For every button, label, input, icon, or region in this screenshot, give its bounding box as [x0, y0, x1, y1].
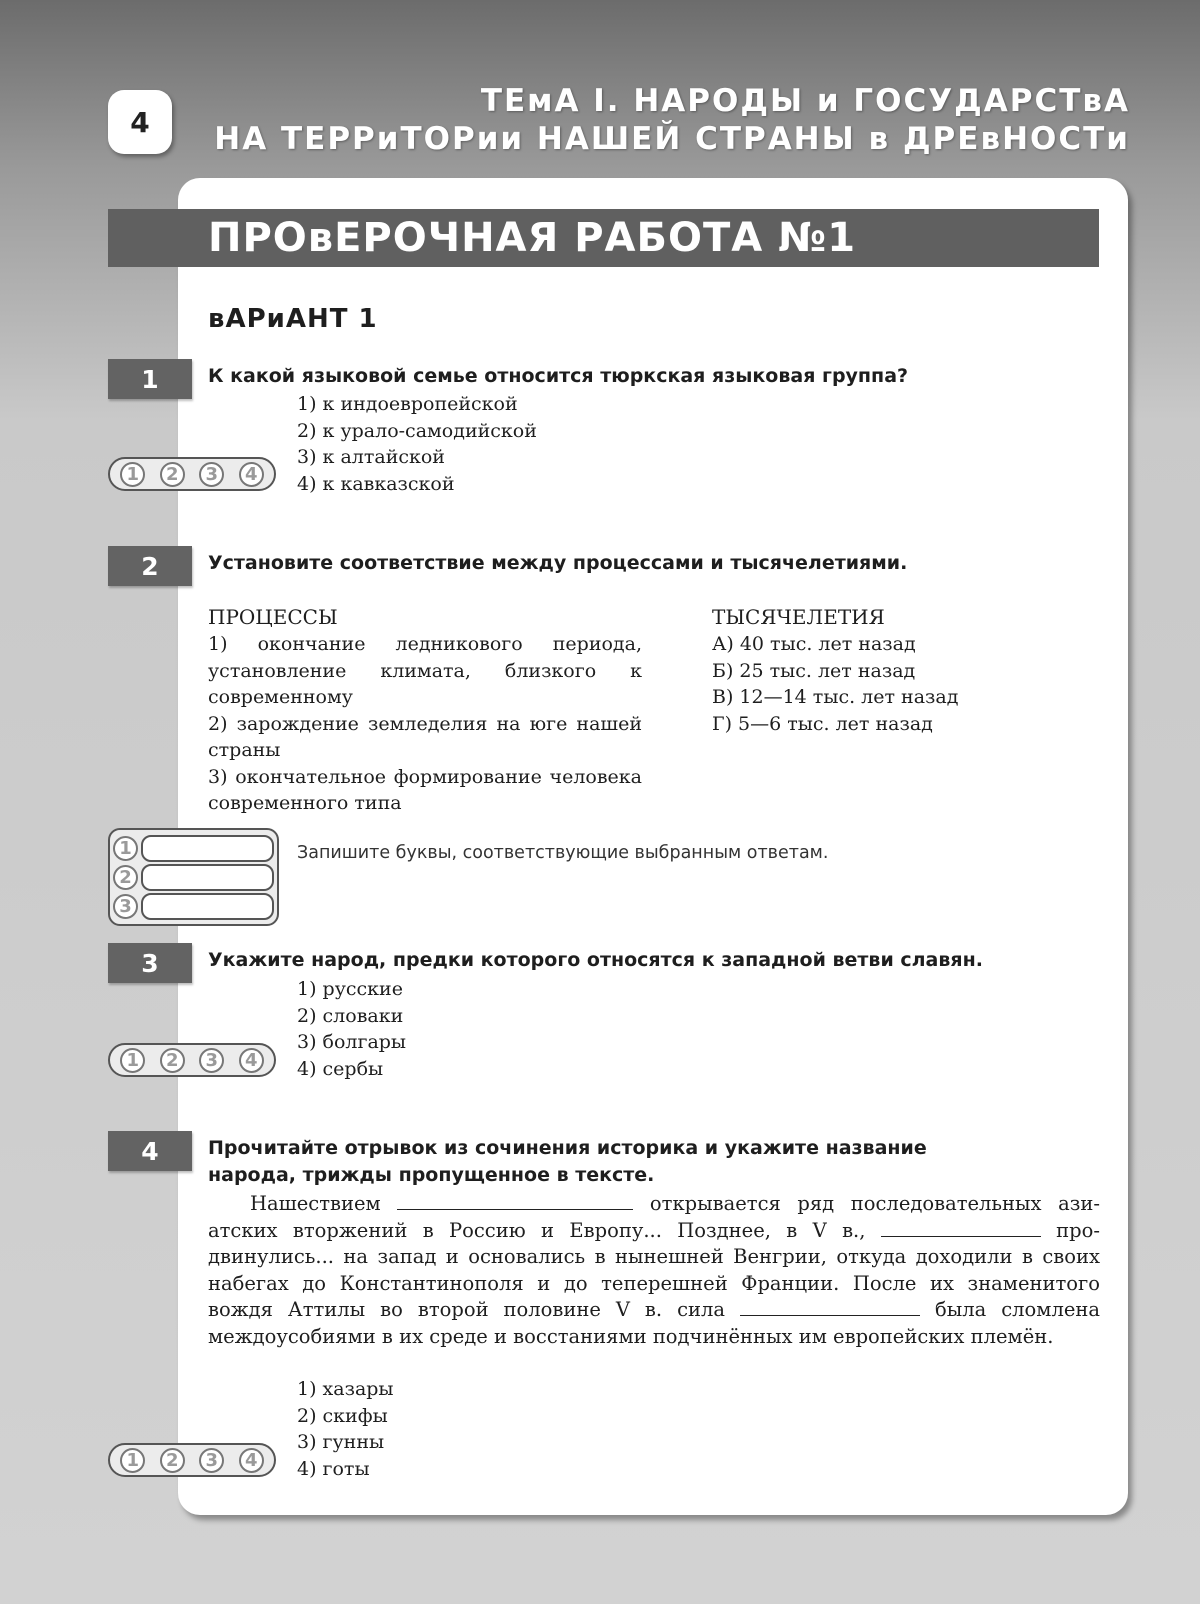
process-3: 3) окончательное формирование человека современного типа [208, 765, 642, 814]
question-3-text: Укажите народ, предки которого относятся к западной ветви славян. [208, 949, 983, 971]
question-1-answer-selector [108, 457, 276, 491]
processes-header: ПРОЦЕССЫ [208, 605, 338, 629]
question-1-option-2: 2) к урало-самодийской [297, 419, 537, 442]
chapter-title-line-2: НА ТЕРРиТОРии НАШЕЙ СТРАНЫ в ДРЕвНОСТи [214, 121, 1130, 157]
answer-circle-1[interactable]: 1 [120, 462, 145, 487]
question-2-text: Установите соответствие между процессами и тысячелетиями. [208, 552, 908, 574]
passage-blank-3[interactable] [740, 1297, 920, 1316]
question-3-option-1: 1) русские [297, 978, 403, 1000]
question-4-text: Прочитайте отрывок из сочинения историка и укажите название народа, трижды пропущенное в тексте. [208, 1137, 927, 1186]
question-3-options [297, 976, 406, 1082]
historian-passage [208, 1191, 1100, 1351]
passage-part-1: Нашествием [250, 1192, 381, 1215]
passage-blank-2[interactable] [881, 1218, 1041, 1237]
passage-part-4: была сломлена междоусобиями в их среде и восстаниями подчинённых им европейских племён. [208, 1298, 1100, 1348]
question-3-number: 3 [108, 943, 192, 983]
answer-circle-2[interactable]: 2 [160, 462, 185, 487]
answer-grid-row-1 [113, 834, 274, 863]
millennium-d: Г) 5—6 тыс. лет назад [712, 712, 933, 735]
answer-grid-label-3: 3 [113, 894, 138, 919]
answer-grid-label-1: 1 [113, 836, 138, 861]
answer-grid-field-2[interactable] [141, 864, 274, 891]
question-1-option-1: 1) к индоевропейской [297, 393, 518, 415]
page-number: 4 [108, 90, 172, 154]
millennia-column [712, 604, 1072, 737]
question-4-option-2: 2) скифы [297, 1404, 388, 1427]
question-3-option-2: 2) словаки [297, 1004, 404, 1027]
answer-grid-row-3 [113, 892, 274, 921]
question-2-answer-grid [108, 828, 279, 926]
question-1-option-3: 3) к алтайской [297, 446, 445, 468]
question-4-option-3: 3) гунны [297, 1431, 385, 1453]
answer-circle-4[interactable]: 4 [239, 462, 264, 487]
answer-grid-label-2: 2 [113, 865, 138, 890]
answer-grid-field-1[interactable] [141, 835, 274, 862]
question-4-answer-selector [108, 1443, 276, 1477]
variant-heading: вАРиАНТ 1 [208, 304, 378, 334]
answer-circle-1[interactable]: 1 [120, 1048, 145, 1073]
question-2-number: 2 [108, 546, 192, 586]
question-2-hint: Запишите буквы, соответствующие выбранным ответам. [297, 843, 829, 863]
question-4-options [297, 1376, 394, 1482]
question-1-options [297, 391, 537, 497]
question-1-number: 1 [108, 359, 192, 399]
question-3-answer-selector [108, 1043, 276, 1077]
question-1-option-4: 4) к кавказской [297, 472, 455, 495]
chapter-title [190, 82, 1130, 158]
answer-circle-4[interactable]: 4 [239, 1448, 264, 1473]
millennium-a: А) 40 тыс. лет назад [712, 633, 916, 655]
passage-part-2: открывается ряд последовательных азиатских вторжений в Россию и Европу... Позднее, в V в., [208, 1192, 1101, 1242]
millennium-c: В) 12—14 тыс. лет назад [712, 686, 959, 708]
passage-part-3: продвинулись... на запад и основались в нынешней Венгрии, откуда доходили в своих набегах до Константинополя и до теперешней Франции. После их знаменитого вождя Аттилы во второй половине V в. сила [208, 1218, 1100, 1322]
question-1-text: К какой языковой семье относится тюркская языковая группа? [208, 365, 909, 387]
answer-circle-2[interactable]: 2 [160, 1048, 185, 1073]
answer-grid-field-3[interactable] [141, 893, 274, 920]
question-4-option-1: 1) хазары [297, 1378, 394, 1400]
answer-circle-3[interactable]: 3 [199, 1048, 224, 1073]
answer-circle-2[interactable]: 2 [160, 1448, 185, 1473]
passage-blank-1[interactable] [397, 1191, 633, 1210]
millennia-header: ТЫСЯЧЕЛЕТИЯ [712, 605, 885, 629]
process-1: 1) окончание ледникового периода, установление климата, близкого к современному [208, 633, 642, 708]
answer-grid-row-2 [113, 863, 274, 892]
processes-column [208, 604, 642, 817]
question-4-number: 4 [108, 1131, 192, 1171]
test-title: ПРОвЕРОЧНАЯ РАБОТА №1 [108, 209, 1099, 267]
question-3-option-4: 4) сербы [297, 1057, 384, 1080]
question-4-option-4: 4) готы [297, 1457, 370, 1480]
answer-circle-4[interactable]: 4 [239, 1048, 264, 1073]
answer-circle-1[interactable]: 1 [120, 1448, 145, 1473]
millennium-b: Б) 25 тыс. лет назад [712, 659, 916, 682]
answer-circle-3[interactable]: 3 [199, 462, 224, 487]
process-2: 2) зарождение земледелия на юге нашей страны [208, 712, 642, 761]
question-3-option-3: 3) болгары [297, 1031, 407, 1053]
chapter-title-line-1: ТЕмА I. НАРОДЫ и ГОСУДАРСТвА [480, 83, 1130, 119]
answer-circle-3[interactable]: 3 [199, 1448, 224, 1473]
